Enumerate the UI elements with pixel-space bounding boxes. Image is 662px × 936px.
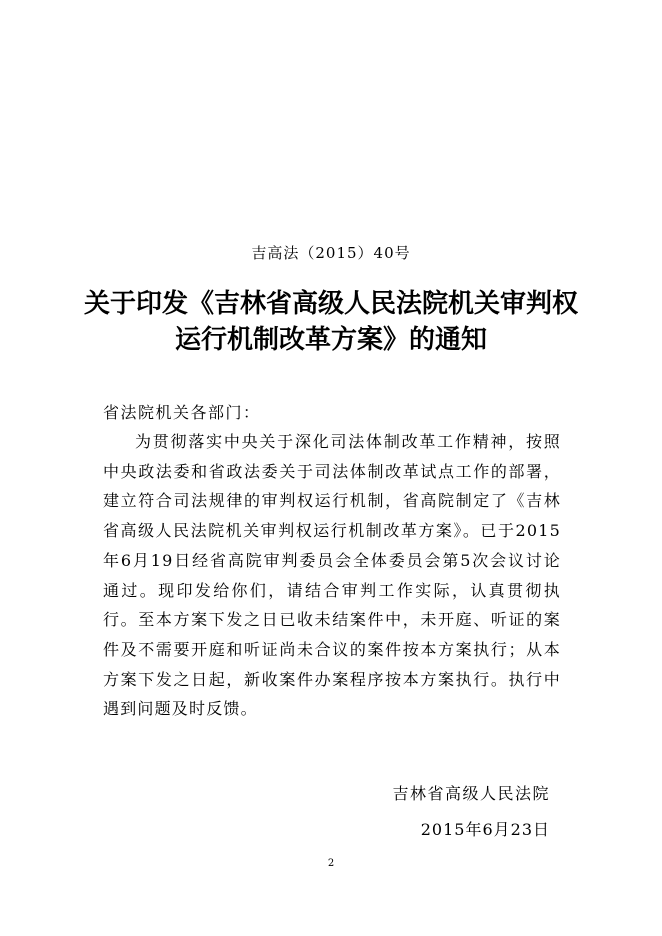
title-line-2: 运行机制改革方案》的通知 bbox=[174, 325, 487, 355]
page-number: 2 bbox=[327, 858, 335, 869]
title-line-1: 关于印发《吉林省高级人民法院机关审判权 bbox=[83, 289, 578, 319]
issue-date: 2015年6月23日 bbox=[420, 820, 550, 839]
body-paragraph: 为贯彻落实中央关于深化司法体制改革工作精神，按照中央政法委和省政法委关于司法体制改革试点工作的部署，建立符合司法规律的审判权运行机制，省高院制定了《吉林省高级人民法院机关审判权运行机制改革方案》。已于2015年6月19日经省高院审判委员会全体委员会第5次会议讨论通过。现印发给你们，请结合审判工作实际，认真贯彻执行。至本方案下发之日已收未结案件中，未开庭、听证的案件及不需要开庭和听证尚未合议的案件按本方案执行；从本方案下发之日起，新收案件办案程序按本方案执行。执行中遇到问题及时反馈。 bbox=[103, 432, 561, 719]
document-title bbox=[70, 286, 592, 358]
document-number: 吉高法（2015）40号 bbox=[251, 244, 411, 262]
issuing-authority: 吉林省高级人民法院 bbox=[392, 784, 550, 803]
salutation: 省法院机关各部门： bbox=[103, 403, 261, 422]
